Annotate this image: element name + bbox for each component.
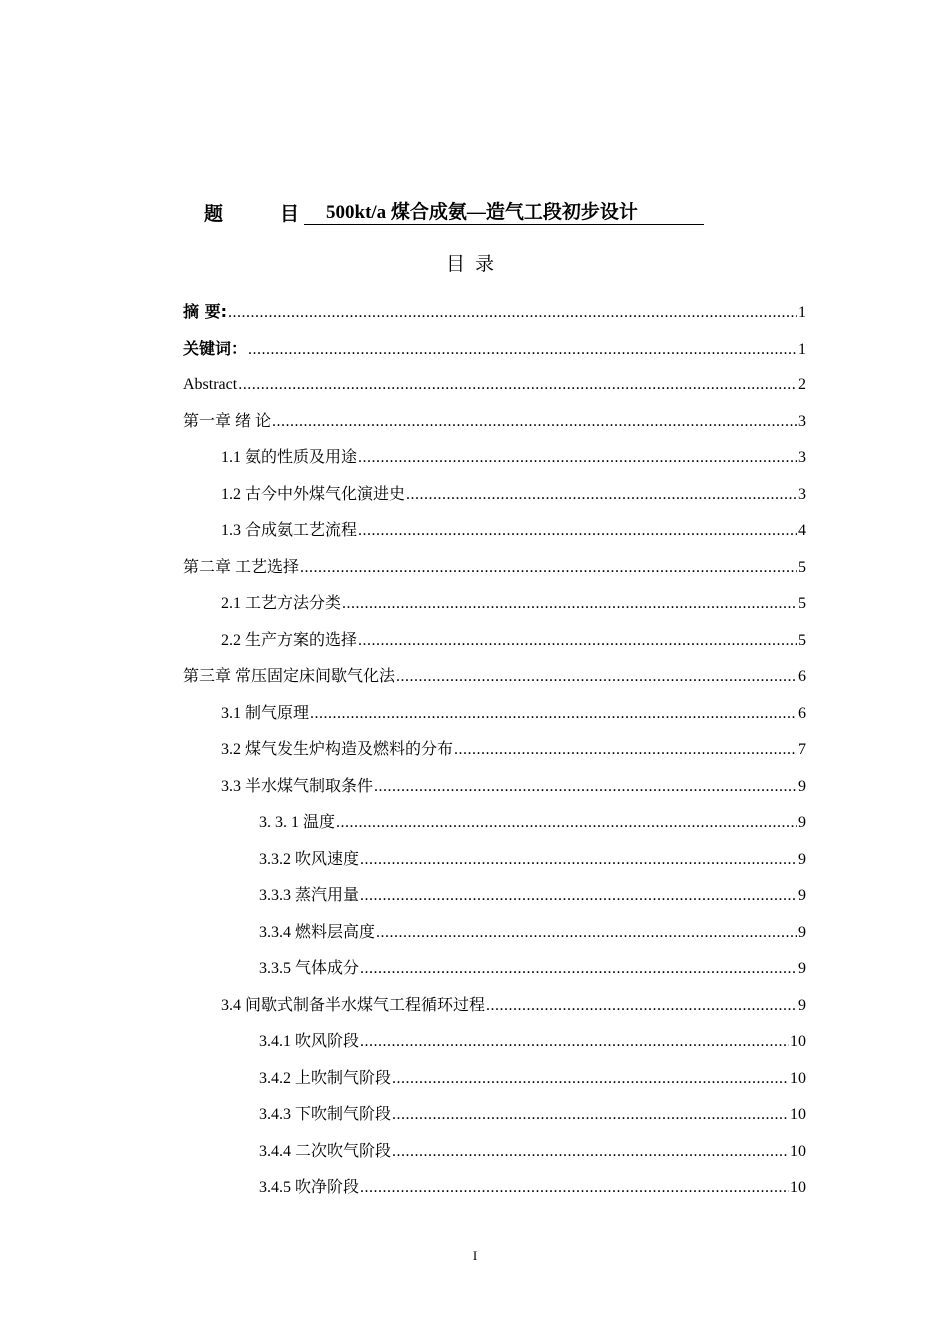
toc-entry-label: 3.1 制气原理	[221, 704, 310, 722]
toc-entry-label: 1.1 氨的性质及用途	[221, 449, 358, 466]
toc-entry-page-number: 9	[798, 996, 806, 1014]
toc-entry-label: 第三章 常压固定床间歇气化法	[183, 668, 396, 685]
toc-dot-leader	[374, 771, 797, 803]
title-label-ti: 题	[204, 203, 224, 225]
toc-dot-leader	[392, 1136, 789, 1168]
toc-entry-page-number: 5	[798, 595, 806, 612]
toc-entry-label: 第一章 绪 论	[183, 412, 272, 430]
toc-entry[interactable]	[183, 588, 806, 625]
toc-entry-label: 3.3.2 吹风速度	[259, 850, 360, 868]
toc-entry[interactable]	[183, 1063, 806, 1100]
toc-entry-page-number: 6	[798, 704, 806, 722]
toc-dot-leader	[396, 661, 797, 693]
toc-entry-page-number: 9	[798, 814, 806, 831]
toc-entry[interactable]	[183, 625, 806, 662]
toc-entry-page-number: 1	[798, 304, 806, 321]
toc-entry[interactable]	[183, 442, 806, 479]
toc-dot-leader	[360, 953, 797, 985]
toc-entry-label: 3.3.3 蒸汽用量	[259, 887, 360, 904]
toc-dot-leader	[248, 334, 797, 366]
toc-dot-leader	[358, 515, 797, 547]
toc-entry[interactable]	[183, 880, 806, 917]
page-number: I	[472, 1248, 478, 1263]
toc-entry-label: 3. 3. 1 温度	[259, 814, 336, 831]
toc-dot-leader	[238, 369, 797, 401]
toc-entry[interactable]	[183, 807, 806, 844]
toc-entry[interactable]	[183, 1136, 806, 1173]
toc-entry-label: 2.2 生产方案的选择	[221, 631, 358, 649]
toc-entry[interactable]	[183, 661, 806, 698]
toc-entry[interactable]	[183, 844, 806, 881]
toc-entry[interactable]	[183, 1099, 806, 1136]
toc-entry-label: 3.4.1 吹风阶段	[259, 1033, 360, 1050]
toc-dot-leader	[336, 807, 797, 839]
toc-entry-label: 3.4.3 下吹制气阶段	[259, 1106, 392, 1123]
toc-entry[interactable]	[183, 333, 806, 370]
toc-entry-label: 3.4.2 上吹制气阶段	[259, 1069, 392, 1087]
toc-entry-label: 1.2 古今中外煤气化演进史	[221, 485, 406, 503]
toc-entry[interactable]	[183, 734, 806, 771]
toc-entry-page-number: 3	[798, 485, 806, 503]
toc-entry-label: 3.3.4 燃料层高度	[259, 923, 376, 941]
toc-dot-leader	[358, 625, 797, 657]
toc-dot-leader	[310, 698, 797, 730]
toc-entry-label: 3.3.5 气体成分	[259, 960, 360, 977]
toc-entry-page-number: 9	[798, 777, 806, 795]
toc-dot-leader	[392, 1099, 789, 1131]
toc-entry[interactable]	[183, 479, 806, 516]
toc-entry-page-number: 6	[798, 668, 806, 685]
toc-entry[interactable]	[183, 406, 806, 443]
toc-entry-label: Abstract	[183, 376, 238, 393]
toc-entry-label: 3.4.4 二次吹气阶段	[259, 1142, 392, 1160]
toc-entry[interactable]	[183, 296, 806, 333]
toc-dot-leader	[376, 917, 797, 949]
toc-entry[interactable]	[183, 369, 806, 406]
toc-entry-page-number: 10	[790, 1142, 806, 1160]
toc-dot-leader	[360, 1172, 789, 1204]
toc-dot-leader	[360, 880, 797, 912]
toc-entry-label: 第二章 工艺选择	[183, 558, 300, 576]
toc-entry-label: 1.3 合成氨工艺流程	[221, 522, 358, 539]
toc-entry[interactable]	[183, 552, 806, 589]
toc-entry-page-number: 10	[790, 1179, 806, 1196]
toc-heading: 目录	[445, 253, 504, 275]
toc-entry-label: 3.4.5 吹净阶段	[259, 1179, 360, 1196]
toc-dot-leader	[392, 1063, 789, 1095]
toc-dot-leader	[272, 406, 797, 438]
toc-entry-page-number: 5	[798, 631, 806, 649]
toc-dot-leader	[406, 479, 797, 511]
toc-dot-leader	[300, 552, 797, 584]
toc-entry-page-number: 3	[798, 412, 806, 430]
toc-entry-page-number: 1	[798, 340, 806, 358]
toc-dot-leader	[228, 297, 797, 329]
toc-dot-leader	[454, 734, 797, 766]
toc-entry[interactable]	[183, 698, 806, 735]
toc-entry-label: 3.3 半水煤气制取条件	[221, 777, 374, 795]
toc-entry[interactable]	[183, 1026, 806, 1063]
toc-entry-label: 2.1 工艺方法分类	[221, 595, 342, 612]
toc-entry-label: 摘 要:	[183, 302, 227, 321]
toc-entry-page-number: 9	[798, 887, 806, 904]
toc-entry[interactable]	[183, 771, 806, 808]
toc-entry-page-number: 10	[790, 1106, 806, 1123]
toc-dot-leader	[360, 844, 797, 876]
toc-entry-page-number: 10	[790, 1033, 806, 1050]
toc-dot-leader	[358, 442, 797, 474]
toc-entry-label: 关键词：	[183, 338, 248, 358]
toc-entry[interactable]	[183, 1172, 806, 1209]
toc-entry[interactable]	[183, 990, 806, 1027]
toc-entry-page-number: 9	[798, 960, 806, 977]
table-of-contents	[183, 296, 806, 1209]
toc-entry-page-number: 5	[798, 558, 806, 576]
toc-entry[interactable]	[183, 953, 806, 990]
toc-entry-label: 3.4 间歇式制备半水煤气工程循环过程	[221, 996, 486, 1014]
document-title: 500kt/a 煤合成氨—造气工段初步设计	[304, 200, 704, 225]
toc-entry-page-number: 7	[798, 741, 806, 758]
toc-entry-page-number: 10	[790, 1069, 806, 1087]
toc-entry-page-number: 9	[798, 923, 806, 941]
toc-dot-leader	[486, 990, 797, 1022]
toc-entry-page-number: 3	[798, 449, 806, 466]
toc-dot-leader	[342, 588, 797, 620]
title-label-mu: 目	[280, 203, 300, 225]
toc-entry-label: 3.2 煤气发生炉构造及燃料的分布	[221, 741, 454, 758]
toc-entry[interactable]	[183, 917, 806, 954]
toc-entry-page-number: 4	[798, 522, 806, 539]
toc-entry-page-number: 9	[798, 850, 806, 868]
toc-entry-page-number: 2	[798, 376, 806, 393]
toc-dot-leader	[360, 1026, 789, 1058]
toc-entry[interactable]	[183, 515, 806, 552]
